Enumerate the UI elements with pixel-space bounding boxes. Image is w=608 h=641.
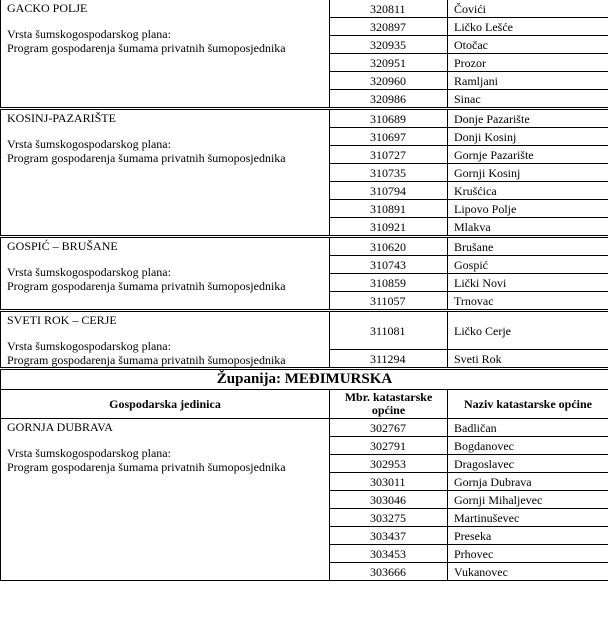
unit-name: GOSPIĆ – BRUŠANE <box>7 239 118 253</box>
naziv-cell: Gospić <box>448 256 608 274</box>
gospodarska-jedinica-cell <box>1 419 330 581</box>
mbr-cell: 303011 <box>330 473 448 491</box>
naziv-cell: Brušane <box>448 237 608 256</box>
naziv-cell: Donji Kosinj <box>448 128 608 146</box>
medimurska-section <box>1 419 608 581</box>
mbr-cell: 310697 <box>330 128 448 146</box>
mbr-cell: 320811 <box>330 0 448 18</box>
mbr-cell: 303666 <box>330 563 448 581</box>
naziv-cell: Krušćica <box>448 182 608 200</box>
unit-name: GACKO POLJE <box>7 1 88 15</box>
naziv-cell: Sveti Rok <box>448 350 608 369</box>
plan-type-label: Vrsta šumskogospodarskog plana: <box>7 137 171 151</box>
plan-type-value: Program gospodarenja šumama privatnih šumoposjednika <box>7 151 286 165</box>
gospodarska-jedinica-cell <box>1 237 330 311</box>
plan-type-value: Program gospodarenja šumama privatnih šumoposjednika <box>7 353 286 367</box>
naziv-cell: Ličko Lešće <box>448 18 608 36</box>
unit-name: KOSINJ-PAZARIŠTE <box>7 111 116 125</box>
mbr-cell: 311294 <box>330 350 448 369</box>
mbr-cell: 320986 <box>330 90 448 109</box>
gospodarska-jedinica-cell <box>1 0 330 109</box>
gospodarska-jedinica-cell <box>1 311 330 369</box>
mbr-cell: 310620 <box>330 237 448 256</box>
naziv-cell: Ličko Cerje <box>448 311 608 350</box>
naziv-cell: Badličan <box>448 419 608 437</box>
gospodarska-jedinica-cell <box>1 109 330 237</box>
naziv-cell: Dragoslavec <box>448 455 608 473</box>
plan-type-label: Vrsta šumskogospodarskog plana: <box>7 446 171 460</box>
mbr-cell: 320951 <box>330 54 448 72</box>
naziv-cell: Mlakva <box>448 218 608 237</box>
mbr-cell: 311057 <box>330 292 448 311</box>
plan-type-value: Program gospodarenja šumama privatnih šumoposjednika <box>7 460 286 474</box>
mbr-cell: 320960 <box>330 72 448 90</box>
header-gospodarska-jedinica: Gospodarska jedinica <box>1 390 330 419</box>
mbr-cell: 302767 <box>330 419 448 437</box>
mbr-cell: 310735 <box>330 164 448 182</box>
mbr-cell: 320897 <box>330 18 448 36</box>
unit-name: GORNJA DUBRAVA <box>7 420 113 434</box>
mbr-cell: 303046 <box>330 491 448 509</box>
mbr-cell: 303275 <box>330 509 448 527</box>
mbr-cell: 320935 <box>330 36 448 54</box>
county-header-section <box>1 369 608 419</box>
naziv-cell: Preseka <box>448 527 608 545</box>
mbr-cell: 310859 <box>330 274 448 292</box>
mbr-cell: 303437 <box>330 527 448 545</box>
plan-type-value: Program gospodarenja šumama privatnih šumoposjednika <box>7 41 286 55</box>
naziv-cell: Gornje Pazarište <box>448 146 608 164</box>
plan-type-value: Program gospodarenja šumama privatnih šumoposjednika <box>7 279 286 293</box>
plan-type <box>7 446 323 474</box>
table-row <box>1 0 608 18</box>
table-row <box>1 109 608 128</box>
plan-type <box>7 339 323 367</box>
header-naziv: Naziv katastarske općine <box>448 390 608 419</box>
naziv-cell: Lipovo Polje <box>448 200 608 218</box>
mbr-cell: 310743 <box>330 256 448 274</box>
naziv-cell: Sinac <box>448 90 608 109</box>
naziv-cell: Vukanovec <box>448 563 608 581</box>
plan-type <box>7 27 323 55</box>
plan-type <box>7 265 323 293</box>
mbr-cell: 310921 <box>330 218 448 237</box>
plan-type <box>7 137 323 165</box>
column-header-row <box>1 390 608 419</box>
mbr-cell: 310891 <box>330 200 448 218</box>
naziv-cell: Čovići <box>448 0 608 18</box>
table-row <box>1 311 608 350</box>
naziv-cell: Gornji Kosinj <box>448 164 608 182</box>
table-row <box>1 419 608 437</box>
naziv-cell: Lički Novi <box>448 274 608 292</box>
mbr-cell: 302953 <box>330 455 448 473</box>
mbr-cell: 310689 <box>330 109 448 128</box>
plan-type-label: Vrsta šumskogospodarskog plana: <box>7 265 171 279</box>
naziv-cell: Prhovec <box>448 545 608 563</box>
mbr-cell: 310727 <box>330 146 448 164</box>
mbr-cell: 311081 <box>330 311 448 350</box>
naziv-cell: Otočac <box>448 36 608 54</box>
plan-type-label: Vrsta šumskogospodarskog plana: <box>7 339 171 353</box>
lika-senj-section <box>1 0 608 369</box>
naziv-cell: Ramljani <box>448 72 608 90</box>
county-title: Županija: MEĐIMURSKA <box>1 369 608 390</box>
county-title-row <box>1 369 608 390</box>
mbr-cell: 302791 <box>330 437 448 455</box>
naziv-cell: Gornji Mihaljevec <box>448 491 608 509</box>
mbr-cell: 303453 <box>330 545 448 563</box>
plan-type-label: Vrsta šumskogospodarskog plana: <box>7 27 171 41</box>
table-row <box>1 237 608 256</box>
naziv-cell: Trnovac <box>448 292 608 311</box>
naziv-cell: Donje Pazarište <box>448 109 608 128</box>
naziv-cell: Prozor <box>448 54 608 72</box>
naziv-cell: Gornja Dubrava <box>448 473 608 491</box>
header-mbr: Mbr. katastarske općine <box>330 390 448 419</box>
naziv-cell: Bogdanovec <box>448 437 608 455</box>
unit-name: SVETI ROK – CERJE <box>7 313 117 327</box>
mbr-cell: 310794 <box>330 182 448 200</box>
naziv-cell: Martinuševec <box>448 509 608 527</box>
